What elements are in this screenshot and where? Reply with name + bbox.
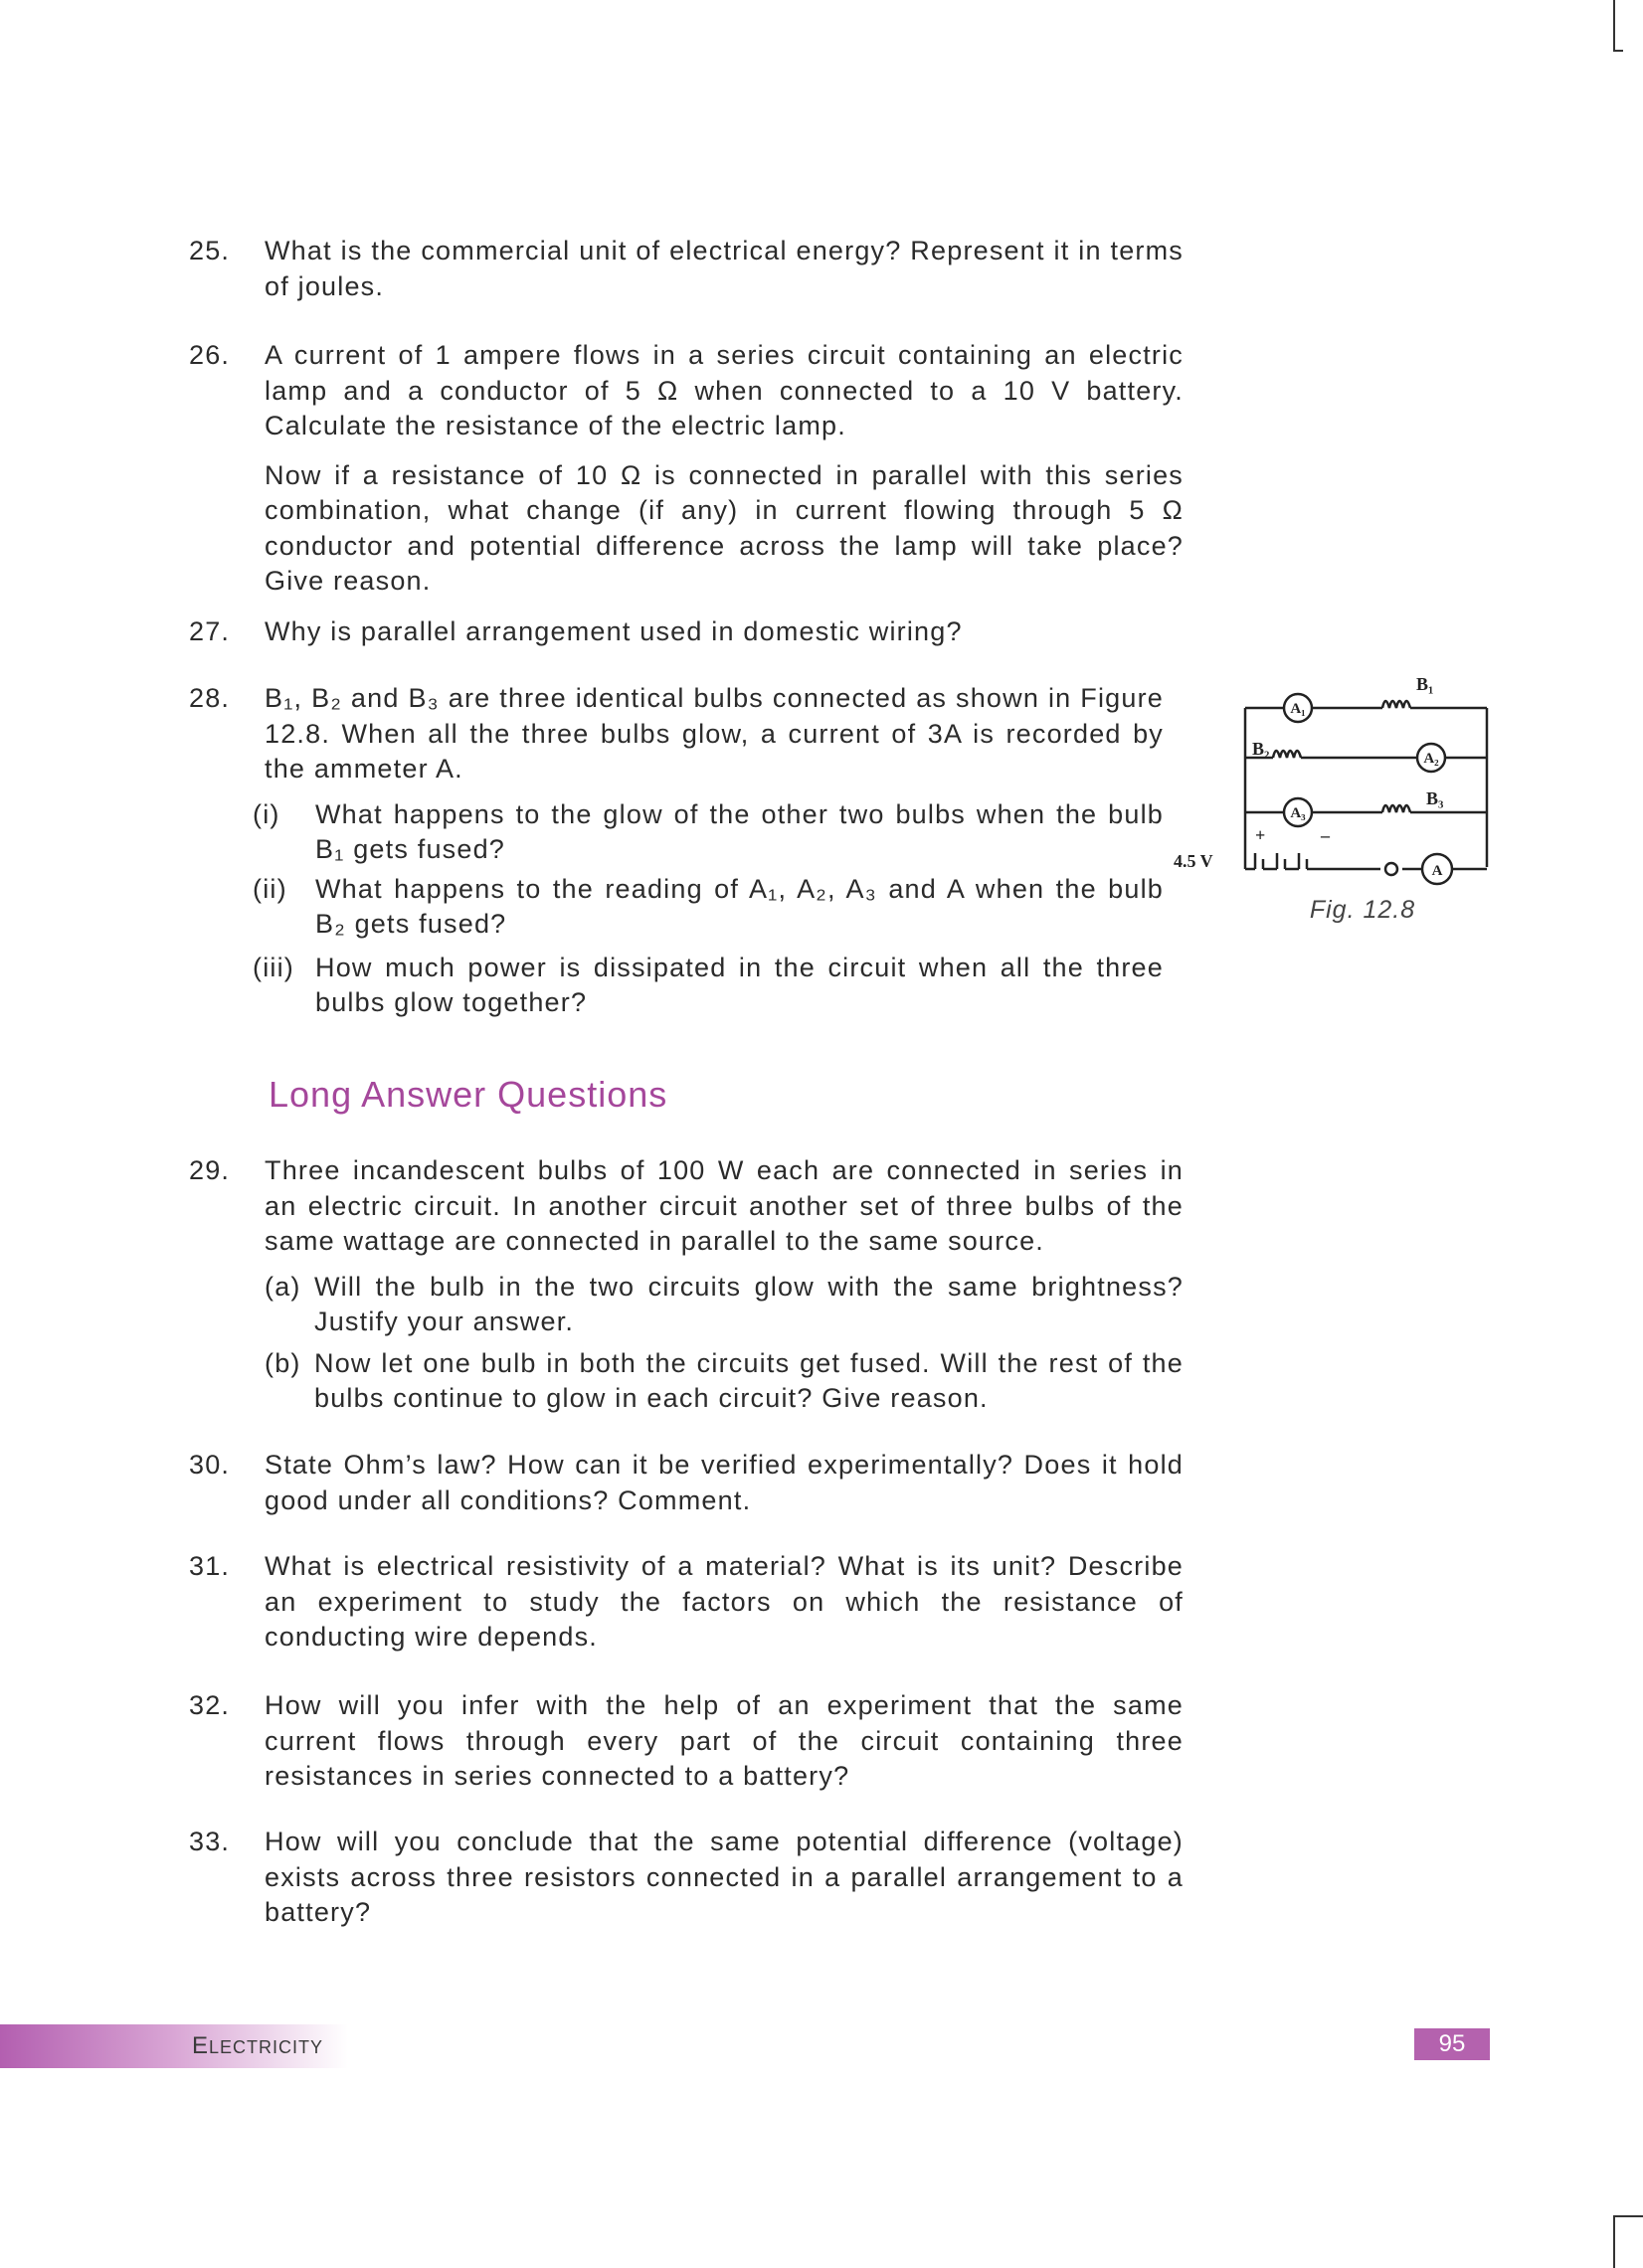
sub-question-iii [253, 951, 1164, 1021]
sub-label: (ii) [253, 873, 287, 904]
question-number: 31. [189, 1551, 231, 1581]
question-text: What is electrical resistivity of a material? What is its unit? Describe an experiment to study the factors on which the resistance of conducting wire depends. [265, 1551, 1184, 1652]
question-30 [189, 1448, 1184, 1518]
figure-caption: Fig. 12.8 [1309, 896, 1416, 924]
question-text: A current of 1 ampere flows in a series circuit containing an electric lamp and a conductor of 5 Ω when connected to a 10 V battery. Calculate the resistance of the electric lamp. [265, 340, 1184, 440]
sub-question-i [253, 797, 1164, 868]
sub-text: Will the bulb in the two circuits glow with the same brightness? Justify your answer. [314, 1271, 1184, 1336]
sub-label: (iii) [253, 952, 294, 982]
key-icon [1385, 863, 1397, 875]
question-number: 30. [189, 1450, 231, 1480]
question-26 [189, 338, 1184, 600]
label-b1: B₁ [1416, 674, 1434, 694]
footer-chapter-title: ELECTRICITY [192, 2032, 324, 2059]
question-text: State Ohm’s law? How can it be verified experimentally? Does it hold good under all conditions? Comment. [265, 1450, 1184, 1515]
question-text-continued: Now if a resistance of 10 Ω is connected in parallel with this series combination, what change (if any) in current flowing through 5 Ω conductor and potential difference across the lamp will take place? Give reason. [265, 459, 1184, 596]
crop-mark-bottom [1613, 2215, 1643, 2268]
battery-plus: + [1255, 825, 1266, 845]
label-b3: B₃ [1426, 788, 1444, 808]
sub-label: (a) [265, 1271, 301, 1302]
battery-label: 4.5 V [1174, 851, 1213, 871]
question-text: Why is parallel arrangement used in domestic wiring? [265, 616, 963, 646]
question-text: How will you conclude that the same potential difference (voltage) exists across three resistors connected in a parallel arrangement to a battery? [265, 1827, 1184, 1927]
sub-text: What happens to the glow of the other two bulbs when the bulb B₁ gets fused? [315, 798, 1164, 864]
label-a1: A₁ [1290, 701, 1306, 717]
question-text: B₁, B₂ and B₃ are three identical bulbs connected as shown in Figure 12.8. When all the three bulbs glow, a current of 3A is recorded by the ammeter A. [265, 683, 1164, 784]
question-31 [189, 1549, 1184, 1656]
question-number: 27. [189, 616, 231, 646]
question-text: What is the commercial unit of electrical energy? Represent it in terms of joules. [265, 236, 1184, 301]
question-text: Three incandescent bulbs of 100 W each are connected in series in an electric circuit. In another circuit another set of three bulbs of the same wattage are connected in parallel to the same source. [265, 1155, 1184, 1256]
question-number: 28. [189, 683, 231, 713]
question-text: How will you infer with the help of an experiment that the same current flows through every part of the circuit containing three resistances in series connected to a battery? [265, 1690, 1184, 1791]
question-27 [189, 614, 1184, 650]
question-32 [189, 1688, 1184, 1795]
bulb-b2-icon [1273, 751, 1301, 758]
sub-question-ii [253, 872, 1164, 943]
battery-minus: – [1321, 825, 1330, 845]
question-29 [189, 1153, 1184, 1417]
circuit-diagram [1174, 658, 1502, 887]
sub-question-b [265, 1346, 1184, 1417]
bulb-b1-icon [1382, 701, 1410, 708]
crop-mark-top [1613, 0, 1623, 52]
question-25 [189, 234, 1184, 304]
sub-text: What happens to the reading of A₁, A₂, A₃ and A when the bulb B₂ gets fused? [315, 873, 1164, 939]
question-number: 29. [189, 1155, 231, 1185]
sub-label: (b) [265, 1347, 301, 1378]
sub-text: How much power is dissipated in the circuit when all the three bulbs glow together? [315, 952, 1164, 1017]
question-28 [189, 681, 1164, 1021]
question-33 [189, 1825, 1184, 1931]
label-b2: B₂ [1252, 739, 1270, 759]
page-number: 95 [1414, 2028, 1490, 2060]
question-number: 32. [189, 1690, 231, 1720]
sub-text: Now let one bulb in both the circuits get fused. Will the rest of the bulbs continue to glow in each circuit? Give reason. [314, 1347, 1184, 1413]
label-a2: A₂ [1423, 751, 1439, 767]
question-number: 33. [189, 1827, 231, 1856]
question-number: 26. [189, 340, 231, 370]
sub-label: (i) [253, 798, 280, 829]
label-a: A [1431, 863, 1443, 879]
sub-question-a [265, 1270, 1184, 1340]
bulb-b3-icon [1382, 805, 1410, 812]
section-heading: Long Answer Questions [269, 1074, 668, 1115]
question-number: 25. [189, 236, 231, 265]
label-a3: A₃ [1290, 805, 1306, 821]
